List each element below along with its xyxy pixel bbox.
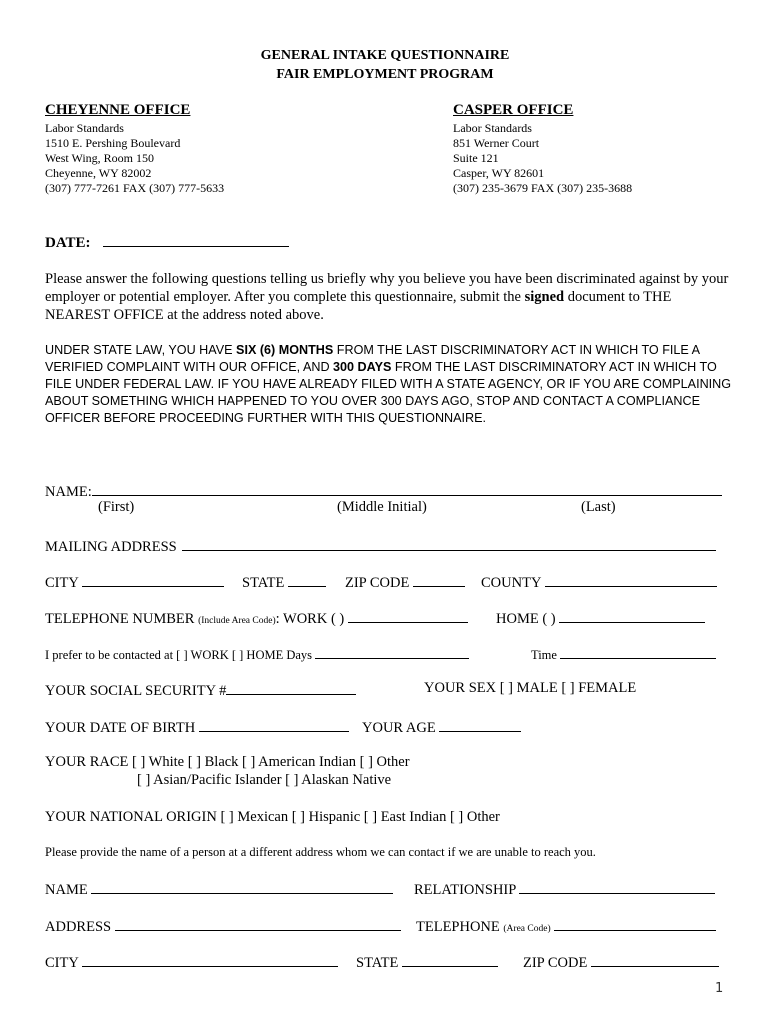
work-phone-line[interactable] bbox=[348, 608, 468, 623]
county-row bbox=[481, 572, 717, 592]
dob-row bbox=[45, 717, 349, 737]
casper-line-1: Labor Standards bbox=[453, 121, 532, 135]
notice-bold-1: SIX (6) MONTHS bbox=[236, 343, 334, 357]
contact-city-row bbox=[45, 952, 338, 972]
cheyenne-address bbox=[45, 121, 224, 196]
casper-address bbox=[453, 121, 632, 196]
notice-bold-2: 300 DAYS bbox=[333, 360, 392, 374]
notice-text-3: FROM THE LAST DISCRIMINATORY ACT IN WHICH TO FILE UNDER FEDERAL LAW. IF YOU HAVE ALREADY FILED WITH A STATE AGENCY, OR IF YOU ARE COMPLAINING ABOUT SOMETHING WHICH HAPPENED TO YOU OVER 300 DAYS AGO, STOP AND CONTACT A COMPLIANCE OFFICER BEFORE PROCEEDING FURTHER WITH THIS QUESTIONNAIRE. bbox=[45, 360, 732, 425]
contact-zip-row bbox=[523, 952, 719, 972]
contact-state-row bbox=[356, 952, 498, 972]
contact-preference-row bbox=[45, 646, 469, 663]
contact-zip-label: ZIP CODE bbox=[523, 955, 588, 971]
county-label: COUNTY bbox=[481, 575, 541, 591]
contact-name-row bbox=[45, 879, 393, 899]
relationship-label: RELATIONSHIP bbox=[414, 882, 516, 898]
casper-line-5: (307) 235-3679 FAX (307) 235-3688 bbox=[453, 181, 633, 195]
contact-state-label: STATE bbox=[356, 955, 399, 971]
ssn-label: YOUR SOCIAL SECURITY # bbox=[45, 683, 227, 699]
contact-telephone-row bbox=[416, 916, 716, 936]
age-line[interactable] bbox=[439, 717, 521, 732]
area-code-note: (Include Area Code) bbox=[198, 616, 276, 626]
home-phone-line[interactable] bbox=[559, 608, 705, 623]
cheyenne-line-4: Cheyenne, WY 82002 bbox=[45, 166, 152, 180]
race-options-1[interactable]: YOUR RACE [ ] White [ ] Black [ ] American Indian [ ] Other bbox=[45, 754, 410, 770]
cheyenne-line-5: (307) 777-7261 FAX (307) 777-5633 bbox=[45, 181, 225, 195]
intro-text-2: document to THE NEAREST OFFICE at the address noted above. bbox=[45, 289, 672, 323]
time-line[interactable] bbox=[560, 646, 716, 659]
city-line[interactable] bbox=[82, 572, 224, 587]
city-row bbox=[45, 572, 224, 592]
contact-state-line[interactable] bbox=[402, 952, 498, 967]
name-first-caption: (First) bbox=[98, 499, 135, 515]
work-phone-label: : WORK ( ) bbox=[275, 611, 345, 627]
age-label: YOUR AGE bbox=[362, 720, 436, 736]
contact-address-label: ADDRESS bbox=[45, 919, 112, 935]
casper-line-4: Casper, WY 82601 bbox=[453, 166, 545, 180]
dob-label: YOUR DATE OF BIRTH bbox=[45, 720, 196, 736]
home-phone-row bbox=[496, 608, 705, 628]
title-line-1: GENERAL INTAKE QUESTIONNAIRE bbox=[260, 48, 510, 63]
contact-address-row bbox=[45, 916, 401, 936]
ssn-line[interactable] bbox=[226, 680, 356, 695]
title-line-2: FAIR EMPLOYMENT PROGRAM bbox=[276, 67, 494, 82]
county-line[interactable] bbox=[545, 572, 717, 587]
notice-text-1: UNDER STATE LAW, YOU HAVE bbox=[45, 343, 237, 357]
cheyenne-line-3: West Wing, Room 150 bbox=[45, 151, 154, 165]
contact-city-label: CITY bbox=[45, 955, 79, 971]
contact-zip-line[interactable] bbox=[591, 952, 719, 967]
national-origin-options[interactable]: YOUR NATIONAL ORIGIN [ ] Mexican [ ] Hispanic [ ] East Indian [ ] Other bbox=[45, 809, 500, 825]
time-label: Time bbox=[531, 648, 557, 662]
state-label: STATE bbox=[242, 575, 285, 591]
contact-preference-label: I prefer to be contacted at [ ] WORK [ ] HOME Days bbox=[45, 648, 313, 662]
casper-line-2: 851 Werner Court bbox=[453, 136, 540, 150]
cheyenne-line-1: Labor Standards bbox=[45, 121, 124, 135]
days-line[interactable] bbox=[315, 646, 469, 659]
sex-options[interactable]: YOUR SEX [ ] MALE [ ] FEMALE bbox=[424, 680, 637, 696]
telephone-label: TELEPHONE NUMBER bbox=[45, 611, 195, 627]
relationship-line[interactable] bbox=[519, 879, 715, 894]
time-row bbox=[531, 646, 716, 663]
zip-row bbox=[345, 572, 465, 592]
name-line[interactable] bbox=[92, 481, 722, 496]
name-middle-caption: (Middle Initial) bbox=[337, 499, 427, 515]
alternate-contact-note: Please provide the name of a person at a different address whom we can contact if we are unable to reach you. bbox=[45, 845, 596, 859]
casper-office-heading: CASPER OFFICE bbox=[453, 102, 574, 118]
mailing-address-row bbox=[45, 536, 716, 556]
cheyenne-office-heading: CHEYENNE OFFICE bbox=[45, 102, 191, 118]
contact-telephone-label: TELEPHONE bbox=[416, 919, 500, 935]
contact-name-label: NAME bbox=[45, 882, 88, 898]
contact-city-line[interactable] bbox=[82, 952, 338, 967]
name-label: NAME: bbox=[45, 484, 92, 500]
mailing-address-label: MAILING ADDRESS bbox=[45, 539, 177, 555]
casper-line-3: Suite 121 bbox=[453, 151, 499, 165]
contact-area-code-note: (Area Code) bbox=[503, 924, 551, 934]
race-options-2[interactable]: [ ] Asian/Pacific Islander [ ] Alaskan Native bbox=[137, 772, 392, 788]
state-line[interactable] bbox=[288, 572, 326, 587]
name-last-caption: (Last) bbox=[581, 499, 616, 515]
relationship-row bbox=[414, 879, 715, 899]
zip-label: ZIP CODE bbox=[345, 575, 410, 591]
intro-paragraph bbox=[45, 270, 735, 324]
date-row bbox=[45, 232, 289, 252]
date-label: DATE: bbox=[45, 235, 91, 251]
contact-name-line[interactable] bbox=[91, 879, 393, 894]
dob-line[interactable] bbox=[199, 717, 349, 732]
name-row bbox=[45, 481, 722, 501]
age-row bbox=[362, 717, 521, 737]
date-line[interactable] bbox=[103, 232, 289, 247]
intro-bold-signed: signed bbox=[524, 289, 565, 305]
filing-deadline-notice bbox=[45, 342, 735, 427]
page-number: 1 bbox=[715, 981, 724, 996]
mailing-address-line[interactable] bbox=[182, 536, 716, 551]
contact-address-line[interactable] bbox=[115, 916, 401, 931]
cheyenne-line-2: 1510 E. Pershing Boulevard bbox=[45, 136, 181, 150]
telephone-row bbox=[45, 608, 468, 628]
intro-text-1: Please answer the following questions telling us briefly why you believe you have been discriminated against by your employer or potential employer. After you complete this questionnaire, submit the bbox=[45, 271, 729, 305]
zip-line[interactable] bbox=[413, 572, 465, 587]
ssn-row bbox=[45, 680, 356, 700]
contact-telephone-line[interactable] bbox=[554, 916, 716, 931]
state-row bbox=[242, 572, 326, 592]
home-phone-label: HOME ( ) bbox=[496, 611, 556, 627]
notice-text-2: FROM THE LAST DISCRIMINATORY ACT IN WHICH TO FILE A VERIFIED COMPLAINT WITH OUR OFFICE, AND bbox=[45, 343, 700, 374]
city-label: CITY bbox=[45, 575, 79, 591]
